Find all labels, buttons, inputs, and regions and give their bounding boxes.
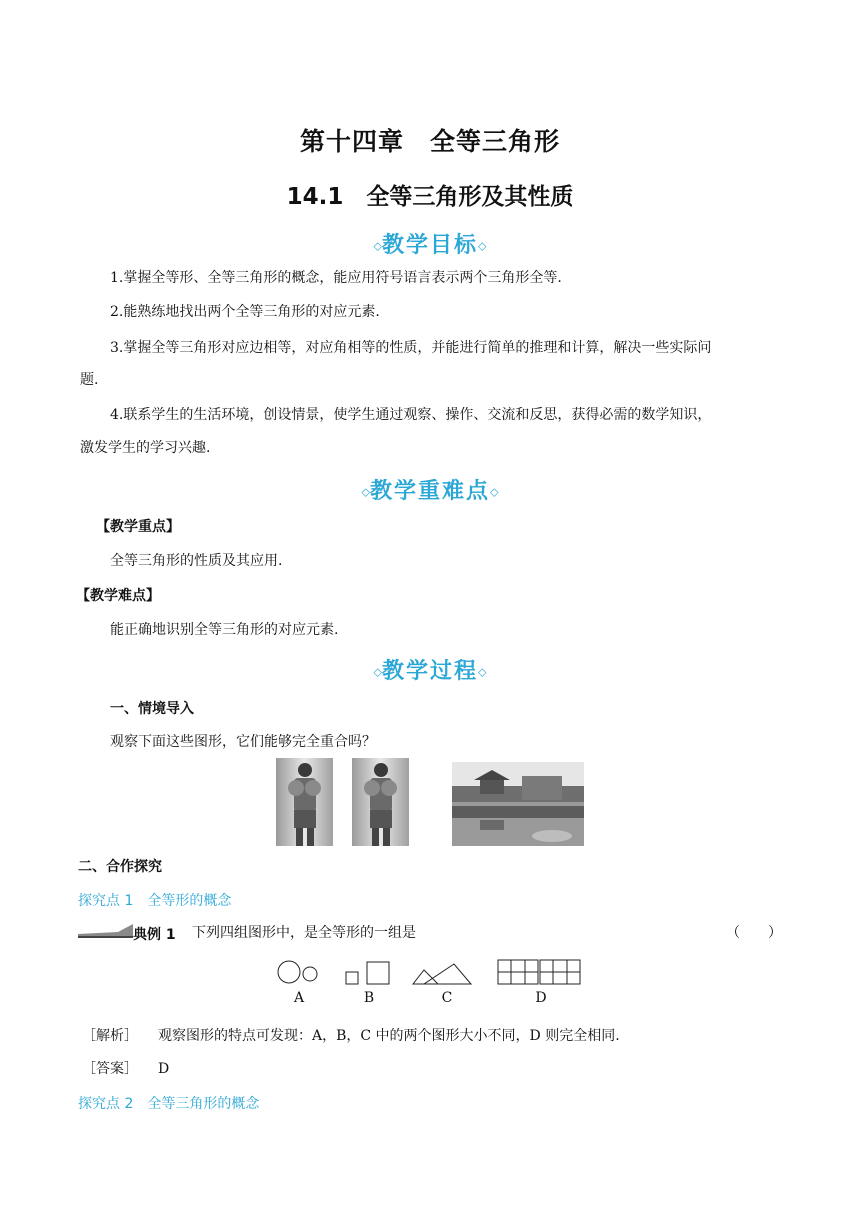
choice-d-label: D (535, 990, 547, 1006)
example-text: 下列四组图形中，是全等形的一组是 (192, 925, 416, 941)
diamond-icon: ◇ (478, 665, 487, 679)
objective-1: 1.掌握全等形、全等三角形的概念，能应用符号语言表示两个三角形全等. (110, 270, 562, 286)
example-tab-icon (78, 922, 133, 938)
choice-figures (274, 958, 586, 988)
choice-a-label: A (293, 990, 305, 1006)
answer-label: ［答案］ (82, 1061, 138, 1077)
difficulty-text: 能正确地识别全等三角形的对应元素. (110, 622, 339, 638)
explore1-title: 探究点 1 全等形的概念 (78, 893, 232, 909)
answer-text: D (158, 1061, 170, 1077)
analysis-text: 观察图形的特点可发现：A，B，C 中的两个图形大小不同，D 则完全相同. (158, 1028, 620, 1044)
chapter-title: 第十四章 全等三角形 (299, 127, 560, 156)
explore2-title: 探究点 2 全等三角形的概念 (78, 1096, 260, 1112)
part2-title: 二、合作探究 (78, 859, 162, 875)
objective-2: 2.能熟练地找出两个全等三角形的对应元素. (110, 304, 380, 320)
process-heading (0, 654, 860, 685)
part1-title: 一、情境导入 (110, 701, 194, 717)
choice-c-label: C (441, 990, 453, 1006)
key-points-heading (0, 474, 860, 505)
objectives-heading (0, 228, 860, 259)
basketball-player-photo-2 (352, 758, 409, 846)
key-points-heading-text: 教学重难点 (369, 478, 490, 504)
objective-3-cont: 题. (80, 372, 99, 388)
example-label: 典例 1 (133, 927, 176, 943)
answer-bracket: （ ） (726, 925, 782, 941)
objective-3: 3.掌握全等三角形对应边相等，对应角相等的性质，并能进行简单的推理和计算，解决一些实际问 (110, 340, 712, 356)
analysis-label: ［解析］ (82, 1028, 138, 1044)
objective-4-cont: 激发学生的学习兴趣. (80, 440, 211, 456)
key-point-label: 【教学重点】 (96, 519, 180, 535)
diamond-icon: ◇ (478, 239, 487, 253)
objectives-heading-text: 教学目标 (381, 232, 478, 258)
part1-question: 观察下面这些图形，它们能够完全重合吗？ (110, 734, 376, 750)
pavilion-reflection-photo (452, 762, 584, 846)
objective-4: 4.联系学生的生活环境，创设情景，使学生通过观察、操作、交流和反思，获得必需的数学知识， (110, 407, 712, 423)
diamond-icon: ◇ (373, 239, 382, 253)
process-heading-text: 教学过程 (381, 658, 478, 684)
basketball-player-photo-1 (276, 758, 333, 846)
choice-b-label: B (363, 990, 375, 1006)
diamond-icon: ◇ (361, 485, 370, 499)
section-title: 14.1 全等三角形及其性质 (286, 184, 574, 210)
difficulty-label: 【教学难点】 (76, 588, 160, 604)
diamond-icon: ◇ (373, 665, 382, 679)
diamond-icon: ◇ (490, 485, 499, 499)
key-point-text: 全等三角形的性质及其应用. (110, 553, 283, 569)
